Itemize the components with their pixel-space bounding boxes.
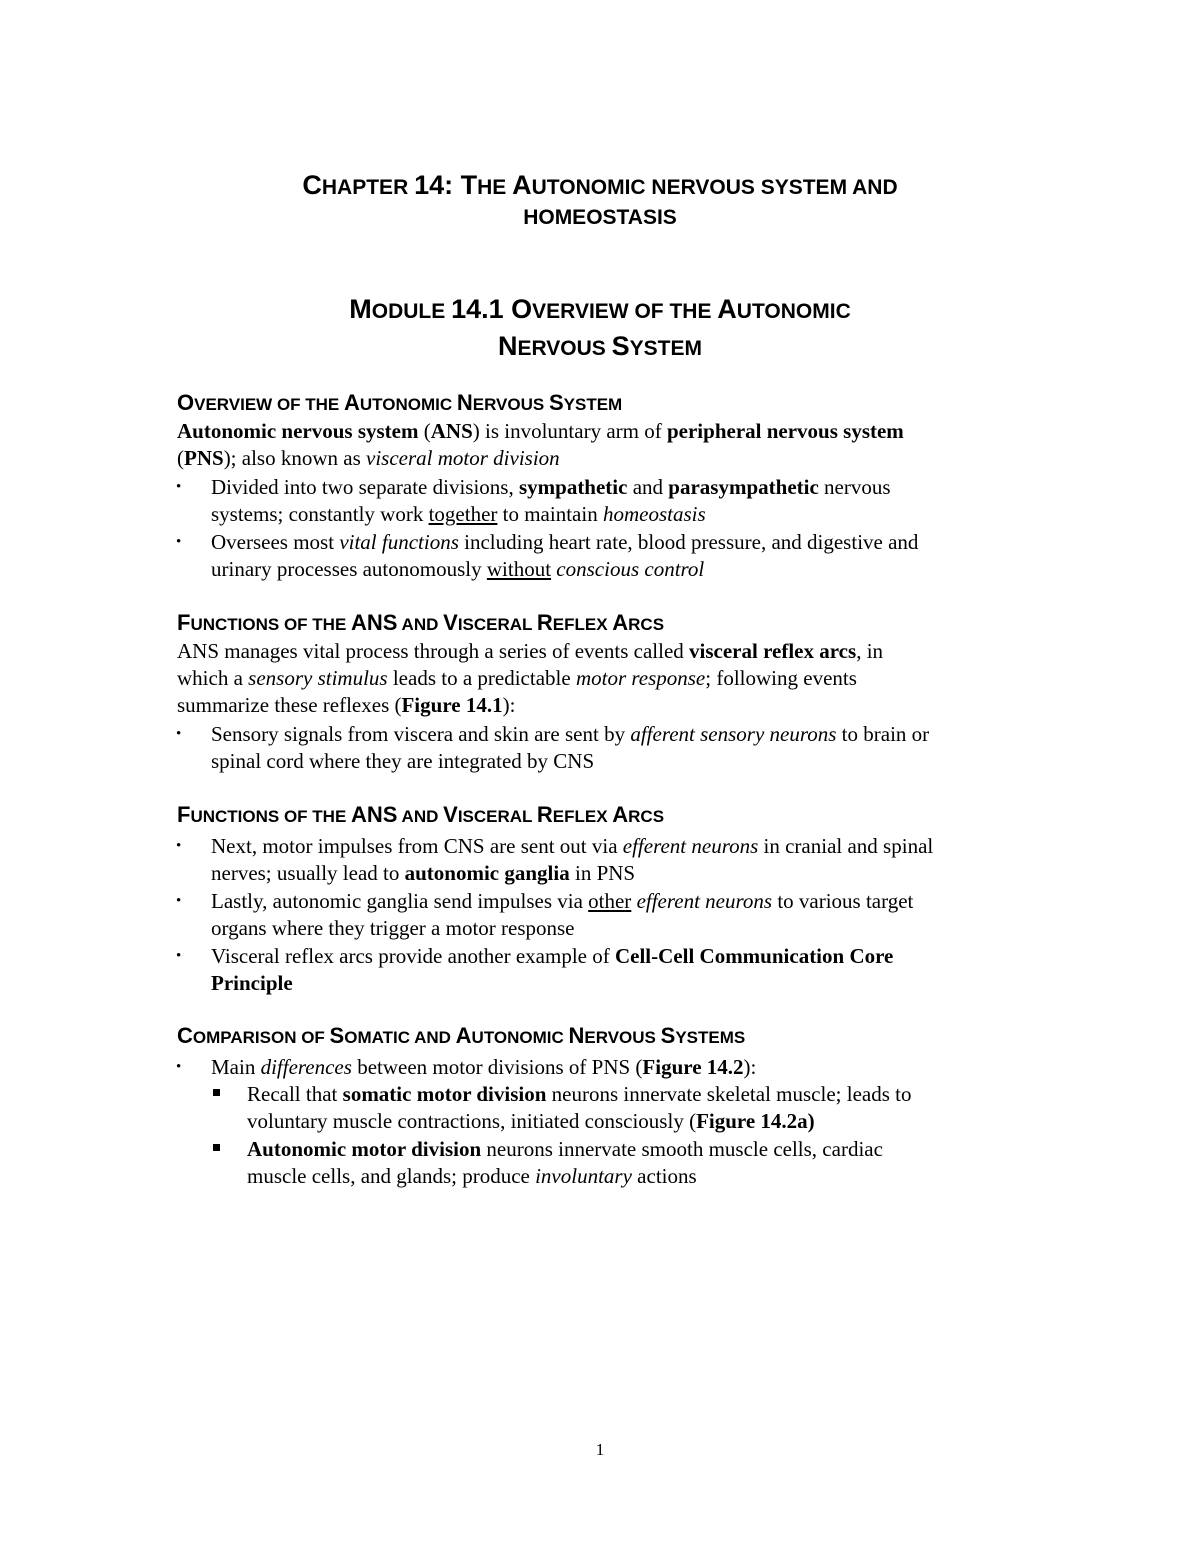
text-run: nerves; usually lead to — [211, 861, 405, 885]
text-run: summarize these reflexes ( — [177, 693, 402, 717]
text-run: HOMEOSTASIS — [523, 206, 677, 229]
text-run: Next, motor impulses from CNS are sent out via — [211, 834, 623, 858]
text-run: S — [329, 1023, 345, 1048]
bullet-line — [211, 833, 933, 859]
text-run: ISCERAL — [457, 807, 537, 826]
bullet-icon: • — [176, 838, 182, 854]
text-run: Cell-Cell Communication Core — [614, 944, 894, 968]
text-run: S — [611, 331, 630, 361]
bullet-line — [211, 556, 704, 582]
text-run: Lastly, autonomic ganglia send impulses via — [211, 889, 589, 913]
text-run: PNS — [184, 446, 224, 470]
section-heading-comparison — [177, 1023, 745, 1049]
text-run: C — [177, 1023, 193, 1048]
text-run: peripheral nervous system — [666, 419, 904, 443]
text-run: Principle — [211, 971, 293, 995]
text-run: F — [177, 802, 191, 827]
text-run: in PNS — [569, 861, 636, 885]
bullet-line — [211, 501, 706, 527]
bullet-line — [211, 474, 891, 500]
text-run: RCS — [628, 807, 665, 826]
square-bullet-icon — [213, 1144, 220, 1151]
text-run: leads to a predictable — [387, 666, 576, 690]
text-run: Sensory signals from viscera and skin are sent by — [211, 722, 631, 746]
text-run: other — [588, 889, 632, 913]
text-run: muscle cells, and glands; produce — [247, 1164, 536, 1188]
text-run: ANS — [430, 419, 473, 443]
paragraph-line — [177, 692, 515, 718]
bullet-icon: • — [176, 534, 182, 550]
text-run: ERVOUS — [584, 1028, 661, 1047]
text-run: homeostasis — [602, 502, 706, 526]
text-run: to various target — [772, 889, 914, 913]
text-run: HAPTER — [321, 176, 415, 199]
text-run: A — [717, 294, 737, 324]
text-run: 14.1 O — [451, 294, 533, 324]
page-number: 1 — [595, 1440, 605, 1459]
chapter-title-line-1 — [0, 170, 1200, 201]
text-run: sensory stimulus — [248, 666, 388, 690]
text-run: Main — [211, 1055, 261, 1079]
bullet-line — [211, 748, 594, 774]
text-run: O — [177, 390, 195, 415]
bullet-line — [211, 529, 918, 555]
text-run: A — [612, 610, 629, 635]
section-heading-overview — [177, 390, 622, 416]
text-run: visceral motor division — [366, 446, 560, 470]
text-run: ANS — [351, 802, 398, 827]
text-run: A — [512, 170, 532, 200]
text-run: Oversees most — [211, 530, 340, 554]
text-run: VERVIEW OF THE — [194, 395, 344, 414]
text-run: YSTEMS — [675, 1028, 746, 1047]
text-run: ); also known as — [223, 446, 367, 470]
text-run: Autonomic nervous system — [177, 419, 419, 443]
text-run: urinary processes autonomously — [211, 557, 487, 581]
text-run: visceral reflex arcs — [689, 639, 857, 663]
sub-bullet-line — [247, 1163, 697, 1189]
text-run: N — [568, 1023, 585, 1048]
text-run: C — [302, 170, 322, 200]
text-run: , in — [856, 639, 884, 663]
text-run: M — [349, 294, 372, 324]
text-run: autonomic ganglia — [404, 861, 570, 885]
text-run: N — [497, 331, 518, 361]
text-run: neurons innervate smooth muscle cells, cardiac — [481, 1137, 883, 1161]
text-run: sympathetic — [518, 475, 628, 499]
text-run: V — [443, 610, 458, 635]
text-run: RCS — [628, 615, 665, 634]
text-run: conscious control — [556, 557, 705, 581]
bullet-icon: • — [176, 893, 182, 909]
text-run: ODULE — [371, 300, 452, 323]
text-run: HE — [477, 176, 513, 199]
section-heading-functions — [177, 610, 664, 636]
text-run: ANS — [351, 610, 398, 635]
text-run: parasympathetic — [668, 475, 819, 499]
text-run: A — [455, 1023, 472, 1048]
text-run: V — [443, 802, 458, 827]
paragraph-line — [177, 418, 904, 444]
text-run: ISCERAL — [457, 615, 537, 634]
text-run: F — [177, 610, 191, 635]
text-run: S — [548, 390, 564, 415]
text-run: in cranial and spinal — [758, 834, 934, 858]
text-run: ): — [502, 693, 516, 717]
text-run: N — [456, 390, 473, 415]
bullet-line — [211, 970, 293, 996]
text-run: UTONOMIC — [471, 1028, 569, 1047]
text-run: VERVIEW OF THE — [532, 300, 718, 323]
text-run: spinal cord where they are integrated by CNS — [211, 749, 595, 773]
text-run: voluntary muscle contractions, initiated consciously ( — [247, 1109, 697, 1133]
text-run: neurons innervate skeletal muscle; leads to — [546, 1082, 912, 1106]
text-run: OMATIC AND — [344, 1028, 456, 1047]
text-run: nervous — [818, 475, 891, 499]
bullet-line — [211, 888, 913, 914]
text-run: systems; constantly work — [211, 502, 429, 526]
paragraph-line — [177, 665, 857, 691]
text-run: together — [428, 502, 498, 526]
text-run: AND — [397, 807, 444, 826]
module-title-line-2 — [0, 331, 1200, 362]
text-run: UTONOMIC NERVOUS SYSTEM AND — [531, 176, 898, 199]
text-run: ERVOUS — [472, 395, 549, 414]
text-run: involuntary — [535, 1164, 632, 1188]
sub-bullet-line — [247, 1136, 883, 1162]
text-run: Figure 14.2 — [642, 1055, 744, 1079]
text-run: vital functions — [339, 530, 459, 554]
text-run: somatic motor division — [342, 1082, 547, 1106]
text-run: A — [344, 390, 360, 415]
bullet-icon: • — [176, 726, 182, 742]
text-run: ( — [418, 419, 431, 443]
text-run: A — [612, 802, 629, 827]
text-run: Figure 14.2a) — [696, 1109, 815, 1133]
text-run: Visceral reflex arcs provide another example of — [211, 944, 615, 968]
text-run: AND — [397, 615, 444, 634]
text-run: ( — [177, 446, 184, 470]
text-run: ERVOUS — [517, 337, 612, 360]
text-run: S — [660, 1023, 676, 1048]
text-run: afferent sensory neurons — [630, 722, 837, 746]
text-run: UNCTIONS OF THE — [190, 615, 352, 634]
bullet-line — [211, 1054, 756, 1080]
text-run: differences — [260, 1055, 352, 1079]
text-run: Autonomic motor division — [247, 1137, 482, 1161]
paragraph-line — [177, 638, 883, 664]
text-run: efferent neurons — [622, 834, 759, 858]
text-run: to maintain — [497, 502, 603, 526]
bullet-icon: • — [176, 948, 182, 964]
text-run: motor response — [575, 666, 706, 690]
chapter-title-line-2 — [0, 206, 1200, 230]
paragraph-line — [177, 445, 560, 471]
bullet-line — [211, 860, 635, 886]
text-run: ; following events — [705, 666, 857, 690]
module-title-line-1 — [0, 294, 1200, 325]
text-run: efferent neurons — [636, 889, 773, 913]
text-run: YSTEM — [629, 337, 702, 360]
text-run: YSTEM — [563, 395, 623, 414]
text-run: UNCTIONS OF THE — [190, 807, 352, 826]
bullet-icon: • — [176, 1059, 182, 1075]
text-run: Divided into two separate divisions, — [211, 475, 519, 499]
square-bullet-icon — [213, 1089, 220, 1096]
text-run: actions — [631, 1164, 697, 1188]
text-run: including heart rate, blood pressure, and digestive and — [458, 530, 919, 554]
text-run: EFLEX — [552, 807, 613, 826]
text-run: and — [627, 475, 669, 499]
bullet-line — [211, 943, 893, 969]
text-run: UTONOMIC — [736, 300, 851, 323]
sub-bullet-line — [247, 1081, 911, 1107]
text-run: without — [486, 557, 552, 581]
text-run: UTONOMIC — [359, 395, 457, 414]
text-run: Figure 14.1 — [401, 693, 503, 717]
text-run: EFLEX — [552, 615, 613, 634]
text-run: OMPARISON OF — [192, 1028, 330, 1047]
text-run: to brain or — [836, 722, 930, 746]
text-run: organs where they trigger a motor response — [211, 916, 575, 940]
bullet-icon: • — [176, 479, 182, 495]
text-run: R — [536, 802, 553, 827]
text-run: ): — [743, 1055, 757, 1079]
text-run: ) is involuntary arm of — [472, 419, 667, 443]
bullet-line — [211, 721, 929, 747]
text-run: between motor divisions of PNS ( — [351, 1055, 643, 1079]
text-run: ANS manages vital process through a series of events called — [177, 639, 690, 663]
text-run: Recall that — [247, 1082, 343, 1106]
sub-bullet-line — [247, 1108, 815, 1134]
bullet-line — [211, 915, 575, 941]
section-heading-functions-continued — [177, 802, 664, 828]
text-run: R — [536, 610, 553, 635]
text-run: 14: T — [414, 170, 478, 200]
text-run: which a — [177, 666, 249, 690]
